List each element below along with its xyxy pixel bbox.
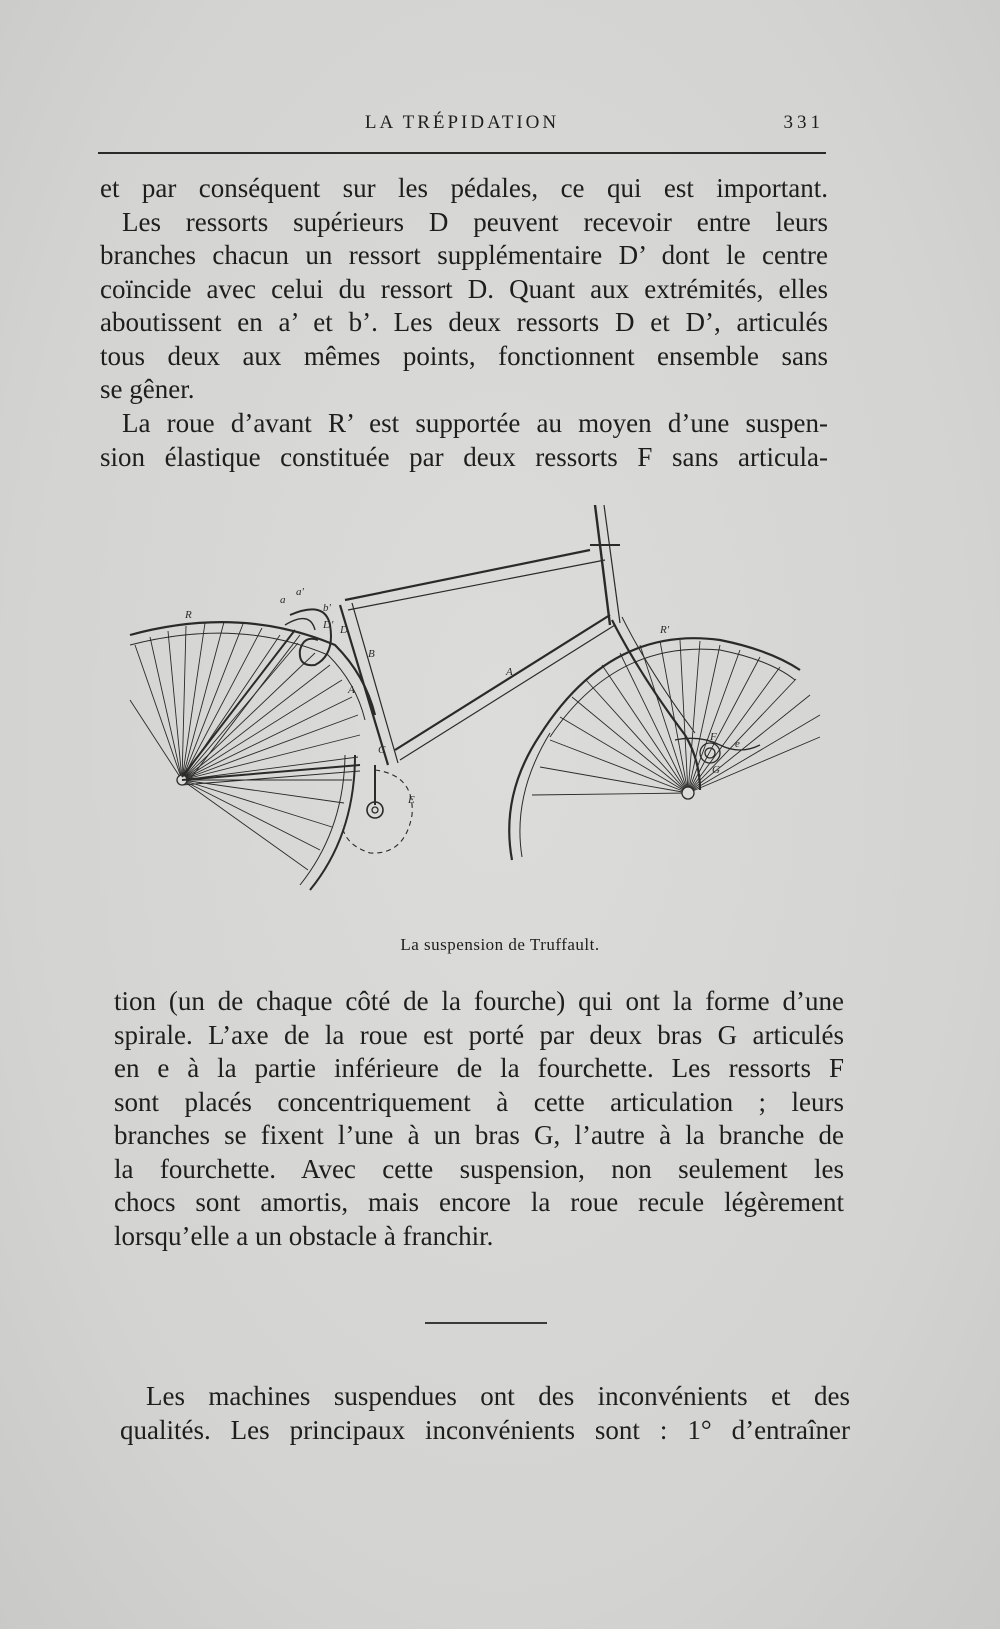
text-line: Les ressorts supérieurs D peuvent recevoir entre leurs <box>122 206 828 237</box>
text-line: en e à la partie inférieure de la fourchette. Les ressorts F <box>114 1053 844 1083</box>
label-b-prime: b' <box>323 602 331 614</box>
text-line: chocs sont amortis, mais encore la roue recule légèrement <box>114 1187 844 1217</box>
text-line: Les machines suspendues ont des inconvénients et des <box>146 1381 850 1411</box>
label-A: A <box>506 666 513 678</box>
text-line: tion (un de chaque côté de la fourche) qui ont la forme d’une <box>114 986 844 1016</box>
label-F: F <box>710 731 717 743</box>
paragraph-4 <box>120 1380 850 1447</box>
paragraph-3 <box>114 985 844 1253</box>
text-line: sont placés concentriquement à cette articulation ; leurs <box>114 1086 844 1117</box>
text-line: branches se fixent l’une à un bras G, l’autre à la branche de <box>114 1120 844 1150</box>
text-line: branches chacun un ressort supplémentaire D’ dont le centre <box>100 240 828 270</box>
text-line: spirale. L’axe de la roue est porté par deux bras G articulés <box>114 1019 844 1050</box>
label-R-prime: R' <box>660 624 670 636</box>
label-a-prime: a' <box>296 586 304 598</box>
text-line: lorsqu’elle a un obstacle à franchir. <box>114 1220 494 1251</box>
text-line: coïncide avec celui du ressort D. Quant aux extrémités, elles <box>100 273 828 304</box>
bicycle-engraving <box>120 505 840 925</box>
section-separator <box>425 1322 547 1324</box>
paragraph-2 <box>100 407 828 474</box>
text-line: qualités. Les principaux inconvénients sont : 1° d’entraîner <box>120 1414 850 1445</box>
text-line: sion élastique constituée par deux ressorts F sans articula- <box>100 441 828 472</box>
text-line: se gêner. <box>100 374 195 404</box>
label-A-rear: A <box>348 684 355 696</box>
label-e: e <box>735 738 740 750</box>
text-line: la fourchette. Avec cette suspension, non seulement les <box>114 1153 844 1184</box>
page-header <box>98 112 826 142</box>
running-title: LA TRÉPIDATION <box>364 112 560 133</box>
label-R: R <box>185 609 192 621</box>
label-C: C <box>378 744 386 756</box>
text-line: tous deux aux mêmes points, fonctionnent ensemble sans <box>100 340 828 371</box>
text-line: aboutissent en a’ et b’. Les deux ressorts D et D’, articulés <box>100 307 828 337</box>
bicycle-suspension-figure <box>120 505 840 925</box>
paragraph-1 <box>100 172 828 407</box>
label-a: a <box>280 594 286 606</box>
label-D-prime: D' <box>323 619 334 631</box>
label-G: G <box>712 764 720 776</box>
label-B: B <box>368 648 375 660</box>
text-line: La roue d’avant R’ est supportée au moyen d’une suspen- <box>122 408 828 438</box>
label-D: D <box>340 624 348 636</box>
text-line: et par conséquent sur les pédales, ce qui est important. <box>100 173 828 203</box>
figure-caption: La suspension de Truffault. <box>400 935 600 954</box>
label-E: E <box>408 794 415 806</box>
header-rule <box>98 152 826 154</box>
page-number: 331 <box>783 112 824 133</box>
